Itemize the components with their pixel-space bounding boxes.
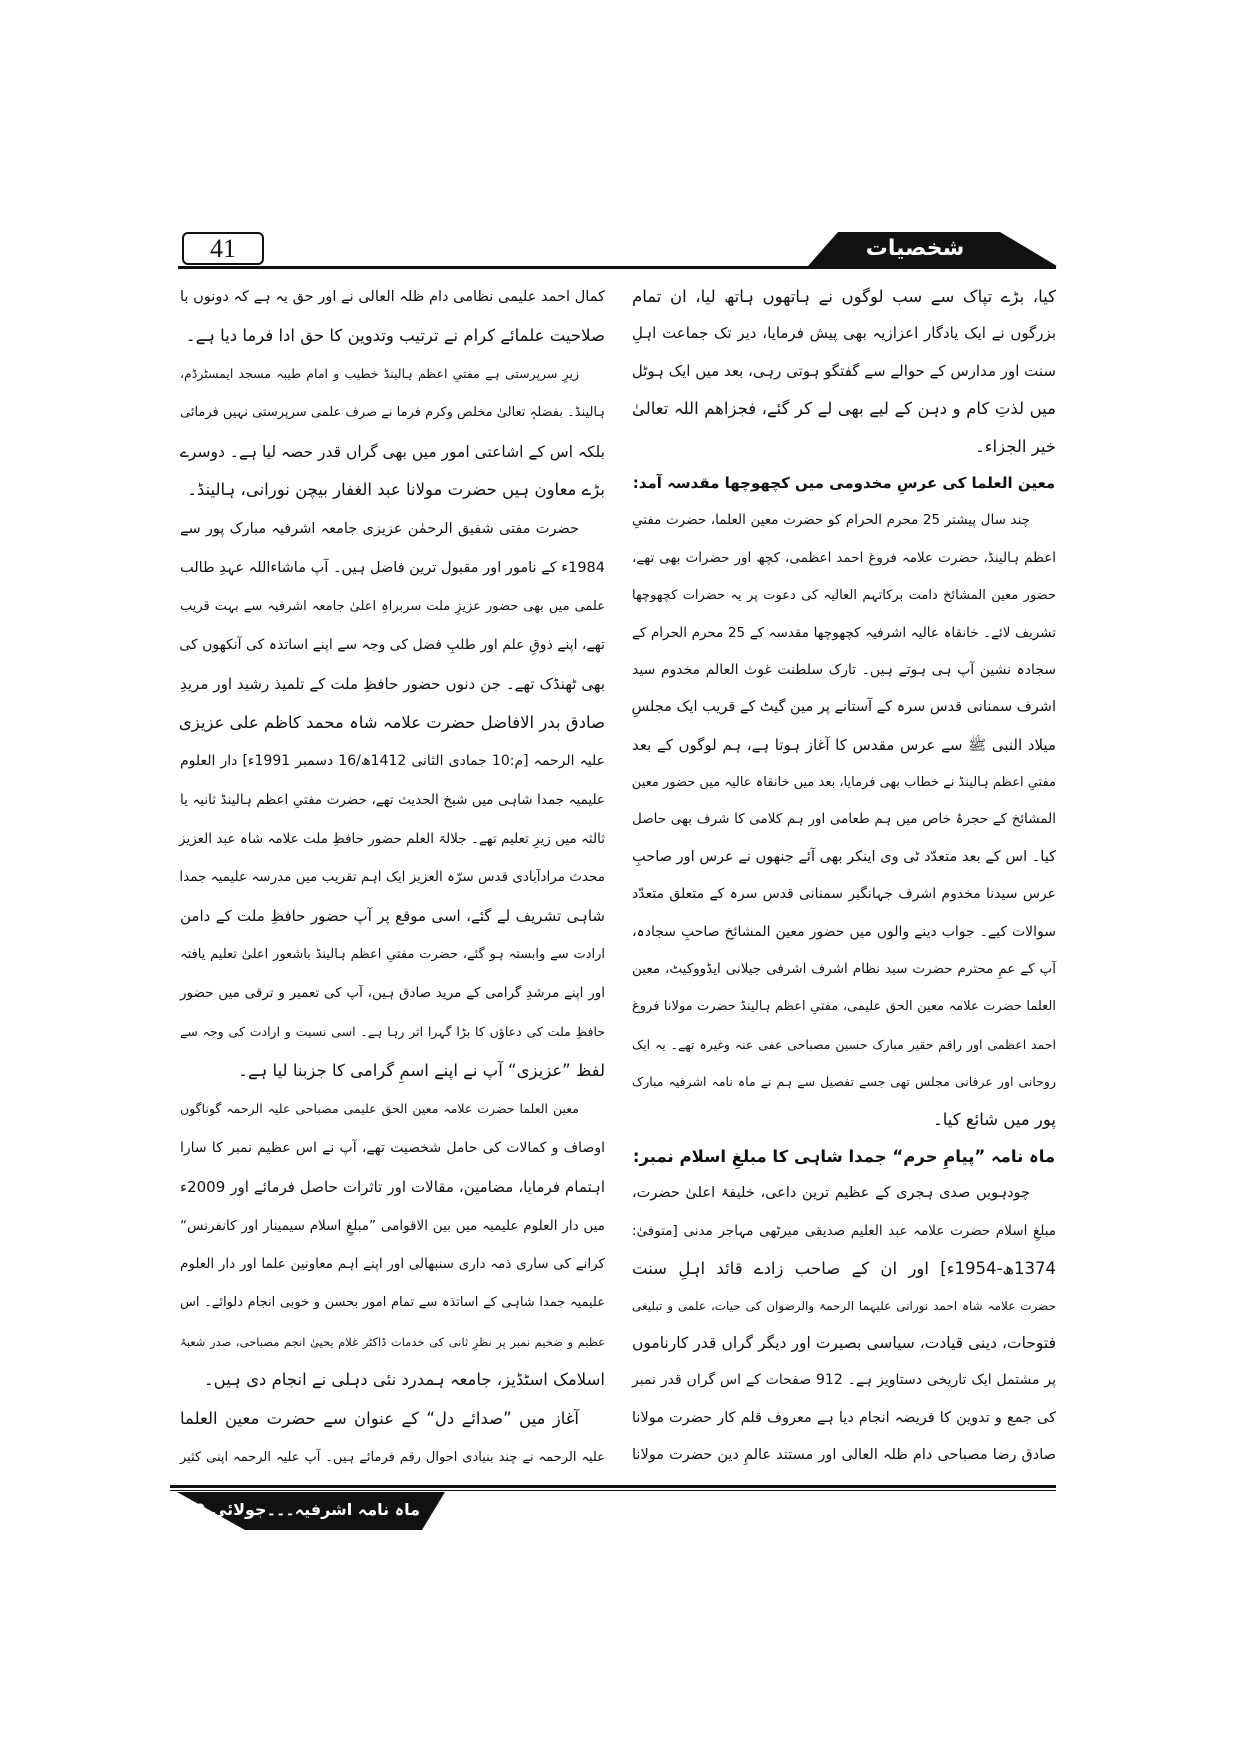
text-line: ارادت سے وابستہ ہو گئے، حضرت مفتیِ اعظم ہالینڈ باشعور اعلیٰ تعلیم یافتہ: [180, 946, 605, 962]
text-line: عرس سیدنا مخدوم اشرف جہانگیر سمنانی قدس سرہ کے متعلق متعدّد: [632, 886, 1056, 903]
text-line: میلاد النبی ﷺ سے عرس مقدس کا آغاز ہوتا ہے، ہم لوگوں کے بعد: [632, 735, 1056, 754]
text-line: میں لذتِ کام و دہن کے لیے بھی لے کر گئے، فجزاھم اللہ تعالیٰ: [632, 399, 1056, 419]
text-line: فتوحات، دینی قیادت، سیاسی بصیرت اور دیگر گراں قدر کارناموں: [632, 1333, 1056, 1352]
text-line: کیا، بڑے تپاک سے سب لوگوں نے ہاتھوں ہاتھ لیا، ان تمام: [632, 287, 1056, 306]
text-line: کرانے کی ساری ذمہ داری سنبھالی اور اپنے اہم معاونین علما اور دار العلوم: [180, 1256, 605, 1273]
text-line: اور اپنے مرشدِ گرامی کے مرید صادق ہیں، آپ کی تعمیر و ترقی میں حضور: [180, 985, 605, 1002]
text-line: علیہ الرحمہ [م:10 جمادی الثانی 1412ھ/16 دسمبر 1991ء] دار العلوم: [180, 753, 605, 770]
text-line: کیا۔ اس کے بعد متعدّد ٹی وی اینکر بھی آئے جنھوں نے عرس اور صاحبِ: [632, 848, 1056, 865]
text-line: پور میں شائع کیا۔: [933, 1109, 1056, 1129]
text-line: تھے، اپنے ذوقِ علم اور طلبِ فضل کی وجہ سے اپنے اساتذہ کی آنکھوں کی: [179, 637, 605, 654]
section-heading: ماہ نامہ ”پیامِ حرم“ جمدا شاہی کا مبلغِ اسلام نمبر:: [632, 1146, 1056, 1166]
text-line: مبلغِ اسلام حضرت علامہ عبد العلیم صدیقی میرٹھی مہاجر مدنی [متوفیٰ:: [632, 1222, 1056, 1239]
text-line: اہتمام فرمایا، مضامین، مقالات اور تاثرات حاصل فرمائے اور 2009ء: [180, 1177, 605, 1196]
text-line: پر مشتمل ایک تاریخی دستاویز ہے۔ 912 صفحات کے اس گراں قدر نمبر: [632, 1372, 1056, 1389]
header-rule: [178, 266, 1056, 269]
text-line: روحانی اور عرفانی مجلس تھی جسے تفصیل سے ہم نے ماہ نامہ اشرفیہ مبارک: [632, 1074, 1056, 1090]
text-line: زیرِ سرپرستی ہے مفتیِ اعظم ہالینڈ خطیب و امام طیبہ مسجد ایمسٹرڈم،: [180, 366, 579, 382]
text-line: شاہی تشریف لے گئے، اسی موقع پر آپ حضور حافظِ ملت کے دامن: [180, 907, 605, 925]
text-line: ہالینڈ۔ بفضلہٖ تعالیٰ مخلص وکرم فرما نے صرف علمی سرپرستی نہیں فرمائی: [180, 405, 605, 421]
text-line: حضرت مفتی شفیق الرحمٰن عزیزی جامعہ اشرفیہ مبارک پور سے: [180, 521, 579, 538]
text-line: بھی ٹھنڈک تھے۔ جن دنوں حضور حافظِ ملت کے تلمیذ رشید اور مریدِ: [180, 674, 605, 693]
text-line: چودہویں صدی ہجری کے عظیم ترین داعی، خلیفۂ اعلیٰ حضرت،: [632, 1185, 1030, 1202]
text-line: چند سال پیشتر 25 محرم الحرام کو حضرت معین العلما، حضرت مفتیِ: [632, 512, 1030, 529]
text-line: آغاز میں ”صدائے دل“ کے عنوان سے حضرت معین العلما: [180, 1408, 579, 1428]
text-line: لفظ ”عزیزی“ آپ نے اپنے اسمِ گرامی کا جزبنا لیا ہے۔: [238, 1060, 605, 1080]
text-line: اسلامک اسٹڈیز، جامعہ ہمدرد نئی دہلی نے انجام دی ہیں۔: [203, 1370, 605, 1390]
text-line: صادق بدر الافاضل حضرت علامہ شاہ محمد کاظم علی عزیزی: [178, 712, 605, 732]
text-line: بڑے معاون ہیں حضرت مولانا عبد الغفار بیچن نورانی، ہالینڈ۔: [187, 480, 605, 500]
text-line: بزرگوں نے ایک یادگار اعزازیہ بھی پیش فرمایا، دیر تک جماعت اہلِ: [632, 324, 1056, 343]
text-line: کی جمع و تدوین کا فریضہ انجام دیا ہے معروف قلم کار حضرت مولانا: [632, 1409, 1056, 1426]
text-line: علیمیہ جمدا شاہی کے اساتذہ سے تمام امور بحسن و خوبی انجام دلوائے۔ اس: [180, 1294, 605, 1310]
section-heading: معین العلما کی عرسِ مخدومی میں کچھوچھا مقدسہ آمد:: [632, 473, 1056, 492]
text-line: اوصاف و کمالات کی حامل شخصیت تھے، آپ نے اس عظیم نمبر کا سارا: [180, 1140, 605, 1157]
text-line: العلما حضرت علامہ معین الحق علیمی، مفتیِ اعظم ہالینڈ حضرت مولانا فروغ: [632, 999, 1056, 1015]
text-line: خیر الجزاء۔: [975, 436, 1056, 456]
text-line: حضرت علامہ شاہ احمد نورانی علیہما الرحمۃ والرضوان کی حیات، علمی و تبلیغی: [632, 1298, 1056, 1313]
text-line: آپ کے عمِ محترم حضرت سید نظام اشرف اشرفی جیلانی ایڈووکیٹ، معین: [632, 961, 1056, 978]
text-line: ثالثہ میں زیرِ تعلیم تھے۔ جلالۃ العلم حضور حافظِ ملت علامہ شاہ عبد العزیز: [179, 830, 605, 847]
text-line: علیمیہ جمدا شاہی میں شیخ الحدیث تھے، حضرت مفتیِ اعظم ہالینڈ ثانیہ یا: [180, 791, 605, 808]
text-line: صلاحیت علمائے کرام نے ترتیب وتدوین کا حق ادا فرما دیا ہے۔: [185, 325, 605, 345]
text-line: مفتیِ اعظم ہالینڈ نے خطاب بھی فرمایا، بعد میں خانقاہ عالیہ میں حضور معین: [631, 775, 1056, 791]
text-line: حافظِ ملت کی دعاؤں کا بڑا گہرا اثر رہا ہے۔ اسی نسبت و ارادت کی وجہ سے: [180, 1024, 605, 1040]
article-column-left: [180, 278, 605, 1477]
text-line: المشائخ کے حجرۂ خاص میں ہم طعامی اور ہم کلامی کا شرف بھی حاصل: [632, 811, 1056, 828]
text-line: عظیم و ضخیم نمبر پر نظرِ ثانی کی خدمات ڈاکٹر غلام یحییٰ انجم مصباحی، صدر شعبۂ: [180, 1334, 605, 1349]
text-line: صادق رضا مصباحی دام ظلہ العالی اور مستند عالمِ دین حضرت مولانا: [632, 1447, 1056, 1464]
text-line: اعظم ہالینڈ، حضرت علامہ فروغ احمد اعظمی، کچھ اور حضرات بھی تھے،: [632, 549, 1056, 566]
text-line: سنت اور مدارس کے حوالے سے گفتگو ہوتی رہی، بعد میں ایک ہوٹل: [631, 361, 1056, 380]
text-line: محدث مرادآبادی قدس سرّہ العزیز ایک اہم تقریب میں مدرسہ علیمیہ جمدا: [179, 869, 605, 886]
section-title: شخصیات: [865, 236, 965, 261]
text-line: سجادہ نشین آپ ہی ہوتے ہیں۔ تارک سلطنت غوث العالم مخدوم سید: [632, 661, 1056, 678]
footer-rule: [170, 1485, 1056, 1488]
text-line: اشرف سمنانی قدس سرہ کے آستانے پر مین گیٹ کے قریب ایک مجلسِ: [631, 699, 1056, 716]
text-line: علیہ الرحمہ نے چند بنیادی احوال رقم فرمائے ہیں۔ آپ علیہ الرحمہ اپنی کثیر: [180, 1449, 605, 1465]
text-line: معین العلما حضرت علامہ معین الحق علیمی مصباحی علیہ الرحمہ گوناگوں: [180, 1101, 579, 1117]
text-line: میں دار العلوم علیمیہ میں بین الاقوامی ”مبلغِ اسلام سیمینار اور کانفرنس“: [180, 1217, 605, 1234]
footer-rule-thin: [170, 1490, 1056, 1491]
text-line: سوالات کیے۔ جواب دینے والوں میں حضور معین المشائخ صاحبِ سجادہ،: [632, 923, 1056, 940]
text-line: علمی میں بھی حضور عزیزِ ملت سربراہِ اعلیٰ جامعہ اشرفیہ سے بہت قریب: [180, 598, 605, 614]
text-line: کمال احمد علیمی نظامی دام ظلہ العالی نے اور حق یہ ہے کہ دونوں با: [180, 289, 605, 305]
page-number: 41: [182, 232, 264, 265]
text-line: حضور معین المشائخ دامت برکاتہم العالیہ کی دعوت پر یہ حضرات کچھوچھا: [632, 588, 1056, 604]
text-line: 1374ھ-1954ء] اور ان کے صاحب زادے قائد اہلِ سنت: [632, 1259, 1056, 1279]
text-line: بلکہ اس کے اشاعتی امور میں بھی گراں قدر حصہ لیا ہے۔ دوسرے: [179, 442, 605, 461]
text-line: تشریف لائے۔ خانقاہ عالیہ اشرفیہ کچھوچھا مقدسہ کے 25 محرم الحرام کے: [632, 624, 1056, 641]
text-line: 1984ء کے نامور اور مقبول ترین فاضل ہیں۔ آپ ماشاءاللہ عہدِ طالب: [180, 559, 605, 576]
footer-issue-label: ماہ نامہ اشرفیہ۔۔۔جولائی 2020ء: [152, 1500, 420, 1519]
article-column-right: [632, 278, 1056, 1475]
text-line: احمد اعظمی اور راقم حقیر مبارک حسین مصباحی عفی عنہ وغیرہ تھے۔ یہ ایک: [632, 1036, 1056, 1052]
